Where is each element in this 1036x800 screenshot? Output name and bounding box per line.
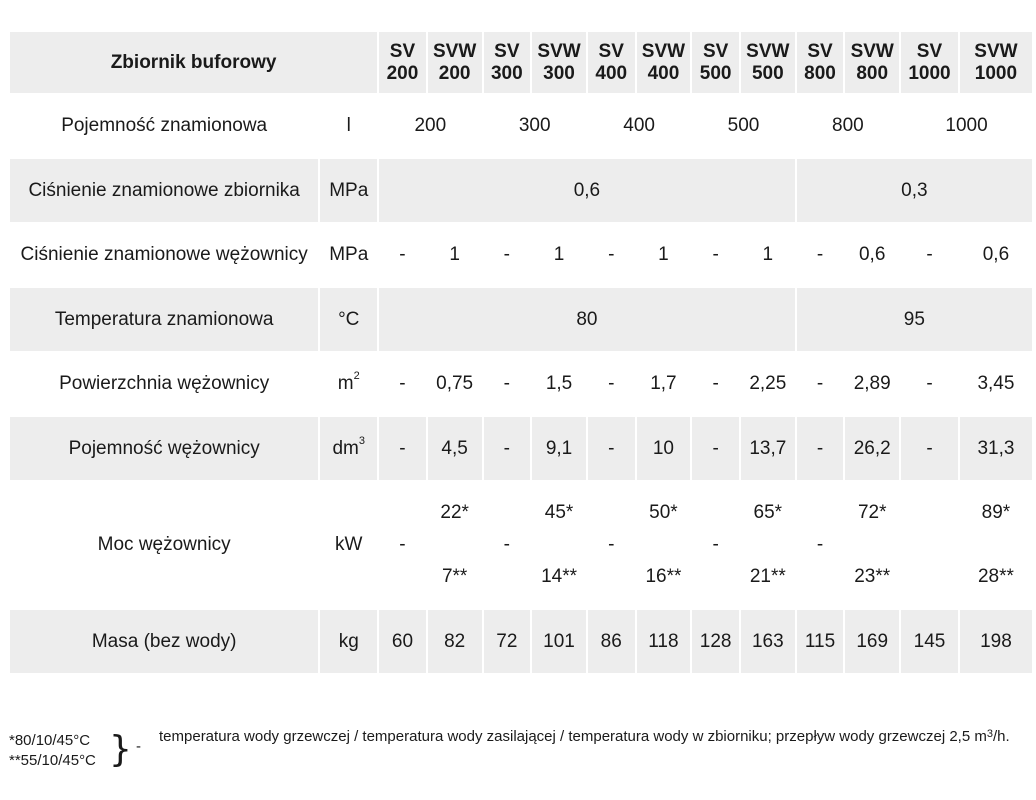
value-cell: 14**: [532, 546, 586, 608]
row-unit: $dm^3$: [320, 417, 377, 480]
value-cell: 0,75: [428, 353, 482, 415]
value-cell: -: [484, 417, 531, 480]
row-tank-pressure: [10, 159, 1032, 222]
value-cell: -: [797, 482, 844, 608]
value-cell: 2,25: [741, 353, 795, 415]
value-cell: 1,5: [532, 353, 586, 415]
value-cell: 9,1: [532, 417, 586, 480]
table-title: Zbiornik buforowy: [10, 32, 377, 93]
value-cell: -: [588, 482, 635, 608]
model-header: SV 300: [484, 32, 531, 93]
row-label: Powierzchnia wężownicy: [10, 353, 318, 415]
value-cell: [901, 482, 958, 608]
value-cell: 26,2: [845, 417, 899, 480]
value-cell: 145: [901, 610, 958, 673]
value-cell: -: [692, 224, 739, 286]
value-cell: 89*: [960, 482, 1032, 544]
row-unit: l: [320, 95, 377, 157]
value-cell: -: [588, 224, 635, 286]
value-cell: -: [901, 417, 958, 480]
row-unit: MPa: [320, 159, 377, 222]
value-cell: -: [588, 417, 635, 480]
spec-table: [8, 30, 1034, 675]
value-cell: 95: [797, 288, 1032, 351]
value-cell: 1: [532, 224, 586, 286]
value-cell: 0,6: [960, 224, 1032, 286]
value-cell: 28**: [960, 546, 1032, 608]
footnote-dash: -: [136, 738, 141, 755]
value-cell: 23**: [845, 546, 899, 608]
value-cell: 1: [637, 224, 691, 286]
value-cell: 800: [797, 95, 899, 157]
value-cell: -: [484, 482, 531, 608]
value-cell: 3,45: [960, 353, 1032, 415]
value-cell: 2,89: [845, 353, 899, 415]
value-cell: 80: [379, 288, 795, 351]
value-cell: 163: [741, 610, 795, 673]
footnote-brace: }: [109, 729, 132, 770]
value-cell: -: [588, 353, 635, 415]
row-capacity: [10, 95, 1032, 157]
value-cell: -: [901, 224, 958, 286]
model-header: SVW 1000: [960, 32, 1032, 93]
value-cell: 16**: [637, 546, 691, 608]
model-header: SVW 200: [428, 32, 482, 93]
row-unit: $m^2$: [320, 353, 377, 415]
value-cell: -: [692, 482, 739, 608]
footnote-keys: [9, 731, 96, 771]
model-header: SVW 800: [845, 32, 899, 93]
row-label: Pojemność znamionowa: [10, 95, 318, 157]
model-header: SVW 300: [532, 32, 586, 93]
row-unit: °C: [320, 288, 377, 351]
row-coil-area: [10, 353, 1032, 415]
value-cell: -: [692, 353, 739, 415]
row-coil-power: [10, 482, 1032, 544]
value-cell: -: [797, 353, 844, 415]
model-header: SV 800: [797, 32, 844, 93]
value-cell: 22*: [428, 482, 482, 544]
row-label: Pojemność wężownicy: [10, 417, 318, 480]
row-unit: kg: [320, 610, 377, 673]
row-label: Ciśnienie znamionowe wężownicy: [10, 224, 318, 286]
value-cell: 72*: [845, 482, 899, 544]
row-mass: [10, 610, 1032, 673]
value-cell: 115: [797, 610, 844, 673]
value-cell: -: [797, 417, 844, 480]
value-cell: 118: [637, 610, 691, 673]
footnote-key: **55/10/45°C: [9, 752, 96, 769]
value-cell: 128: [692, 610, 739, 673]
value-cell: -: [484, 224, 531, 286]
value-cell: 4,5: [428, 417, 482, 480]
value-cell: 0,6: [379, 159, 795, 222]
value-cell: -: [379, 417, 426, 480]
value-cell: 10: [637, 417, 691, 480]
value-cell: 500: [692, 95, 794, 157]
model-header: SV 500: [692, 32, 739, 93]
header-row: [10, 32, 1032, 93]
value-cell: 1: [741, 224, 795, 286]
model-header: SVW 400: [637, 32, 691, 93]
value-cell: -: [797, 224, 844, 286]
model-header: SV 400: [588, 32, 635, 93]
row-unit: MPa: [320, 224, 377, 286]
value-cell: 65*: [741, 482, 795, 544]
value-cell: 7**: [428, 546, 482, 608]
value-cell: 200: [379, 95, 481, 157]
value-cell: 45*: [532, 482, 586, 544]
value-cell: 1000: [901, 95, 1032, 157]
row-label: Masa (bez wody): [10, 610, 318, 673]
row-coil-volume: [10, 417, 1032, 480]
value-cell: 86: [588, 610, 635, 673]
value-cell: 31,3: [960, 417, 1032, 480]
footnote-key: *80/10/45°C: [9, 732, 91, 749]
footnote: [9, 727, 1014, 777]
value-cell: 101: [532, 610, 586, 673]
model-header: SVW 500: [741, 32, 795, 93]
value-cell: -: [379, 482, 426, 608]
model-header: SV 200: [379, 32, 426, 93]
value-cell: -: [901, 353, 958, 415]
value-cell: 50*: [637, 482, 691, 544]
row-label: Temperatura znamionowa: [10, 288, 318, 351]
row-coil-pressure: [10, 224, 1032, 286]
value-cell: 169: [845, 610, 899, 673]
value-cell: 21**: [741, 546, 795, 608]
value-cell: 72: [484, 610, 531, 673]
value-cell: 1,7: [637, 353, 691, 415]
row-unit: kW: [320, 482, 377, 608]
value-cell: 82: [428, 610, 482, 673]
row-temperature: [10, 288, 1032, 351]
value-cell: 400: [588, 95, 690, 157]
value-cell: 300: [484, 95, 586, 157]
value-cell: 60: [379, 610, 426, 673]
value-cell: 0,6: [845, 224, 899, 286]
value-cell: 13,7: [741, 417, 795, 480]
value-cell: -: [692, 417, 739, 480]
footnote-text: temperatura wody grzewczej / temperatura wody zasilającej / temperatura wody w zbiorniku; przepływ wody grzewczej 2,5 $m^3/h$.: [159, 728, 1010, 745]
row-label: Moc wężownicy: [10, 482, 318, 608]
value-cell: 1: [428, 224, 482, 286]
value-cell: 0,3: [797, 159, 1032, 222]
value-cell: -: [484, 353, 531, 415]
value-cell: -: [379, 224, 426, 286]
value-cell: 198: [960, 610, 1032, 673]
model-header: SV 1000: [901, 32, 958, 93]
row-label: Ciśnienie znamionowe zbiornika: [10, 159, 318, 222]
value-cell: -: [379, 353, 426, 415]
